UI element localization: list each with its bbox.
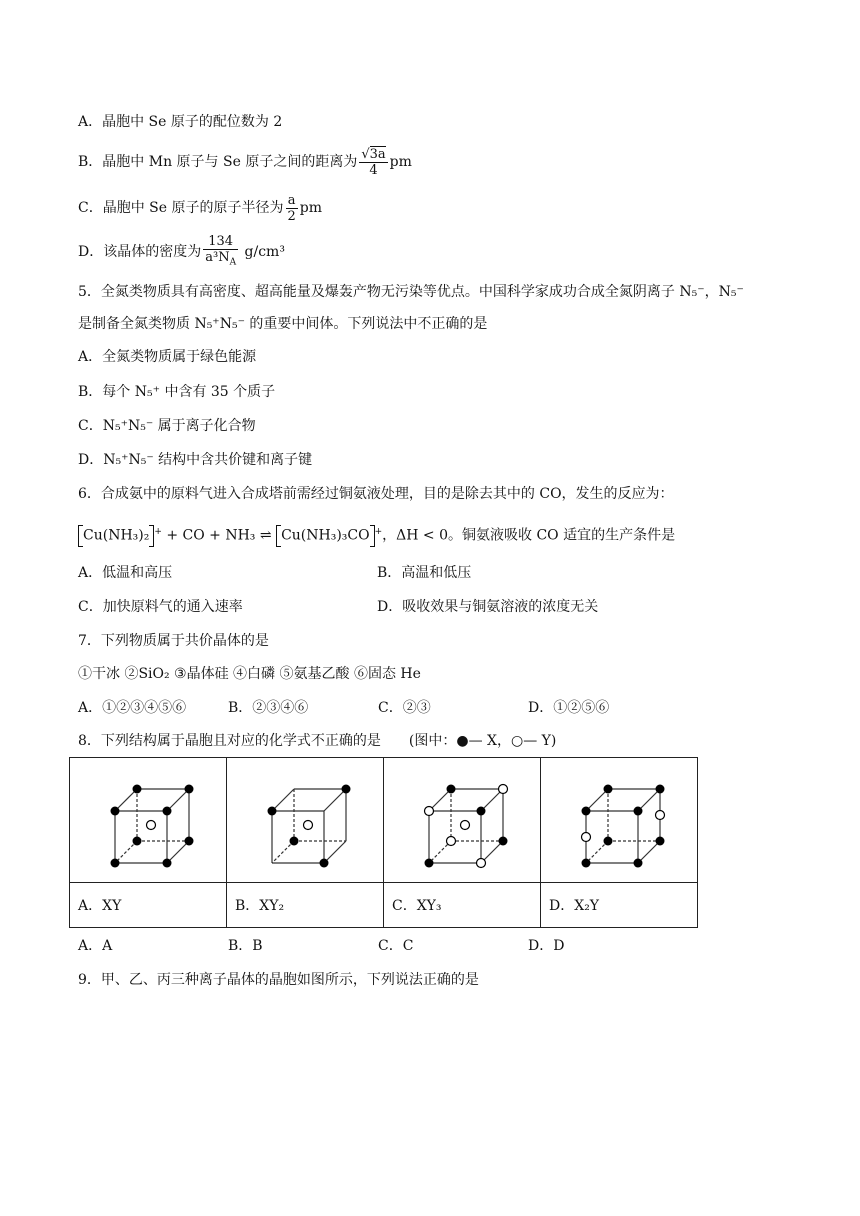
q7-option-a: A．①②③④⑤⑥ (78, 700, 187, 716)
q4-option-d-unit: g/cm³ (244, 244, 285, 260)
cell-d-figure (541, 758, 698, 883)
q4-option-d-fraction (203, 234, 238, 271)
q4-option-d-denominator-sub: A (229, 257, 237, 268)
q6-stem-line1: 6．合成氨中的原料气进入合成塔前需经过铜氨液处理，目的是除去其中的 CO，发生的反应为： (78, 486, 674, 502)
q8-stem: 8．下列结构属于晶胞且对应的化学式不正确的是 (图中：●— X，○— Y) (78, 733, 557, 749)
q5-option-c: C．N₅⁺N₅⁻ 属于离子化合物 (78, 418, 256, 434)
q4-option-a: A．晶胞中 Se 原子的配位数为 2 (78, 114, 283, 130)
q4-option-d-denominator (203, 250, 238, 271)
q6-option-c: C．加快原料气的通入速率 (78, 599, 243, 615)
q4-option-d-denominator-main: a³N (205, 249, 230, 265)
q4-option-d-text: D．该晶体的密度为 (78, 244, 202, 260)
cell-a-label: A．XY (70, 883, 227, 928)
q4-option-c-fraction (286, 193, 298, 224)
q4-option-b-text: B．晶胞中 Mn 原子与 Se 原子之间的距离为 (78, 154, 358, 170)
q6-eq-mid: + CO + NH₃ ⇌ (166, 527, 272, 544)
q8-option-a: A．A (78, 938, 113, 954)
cell-a-figure (70, 758, 227, 883)
q6-equation: Cu(NH₃)₂ + + CO + NH₃ ⇌ Cu(NH₃)₃CO +，ΔH < 0。铜氨液吸收 CO 适宜的生产条件是 (78, 520, 675, 548)
q4-option-b (78, 142, 412, 182)
q6-option-d: D．吸收效果与铜氨溶液的浓度无关 (377, 599, 599, 615)
q7-option-c: C．②③ (378, 700, 431, 716)
q4-option-b-numerator: 3a (369, 146, 386, 162)
cell-b-figure (227, 758, 384, 883)
q4-option-c-denominator: 2 (287, 208, 296, 224)
cell-b-label: B．XY₂ (227, 883, 384, 928)
q6-option-b: B．高温和低压 (377, 565, 472, 581)
cell-d-label: D．X₂Y (541, 883, 698, 928)
q4-option-b-unit: pm (389, 154, 412, 170)
q4-option-c-text: C．晶胞中 Se 原子的原子半径为 (78, 200, 284, 216)
crystal-cell-a-icon (93, 765, 203, 875)
q6-eq-left: Cu(NH₃)₂ (83, 527, 150, 544)
q5-stem-line1: 5．全氮类物质具有高密度、超高能量及爆轰产物无污染等优点。中国科学家成功合成全氮阴离子 N₅⁻，N₅⁻ (78, 284, 744, 300)
cell-c-figure (384, 758, 541, 883)
q8-crystal-cell-table (69, 757, 698, 928)
q4-option-c-unit: pm (299, 200, 323, 216)
crystal-cell-c-icon (407, 765, 517, 875)
q7-stem: 7．下列物质属于共价晶体的是 (78, 633, 269, 649)
q4-option-b-fraction: $\frac{√3a}{4}$ (361, 146, 386, 178)
q4-option-d (78, 232, 285, 272)
q7-option-d: D．①②⑤⑥ (528, 700, 610, 716)
q9-stem: 9．甲、乙、丙三种离子晶体的晶胞如图所示，下列说法正确的是 (78, 972, 479, 988)
q4-option-c-numerator: a (286, 193, 298, 209)
q4-option-d-numerator: 134 (203, 234, 238, 250)
q8-option-d: D．D (528, 938, 565, 954)
q5-option-a: A．全氮类物质属于绿色能源 (78, 349, 257, 365)
q5-stem-line2: 是制备全氮类物质 N₅⁺N₅⁻ 的重要中间体。下列说法中不正确的是 (78, 316, 488, 332)
q8-option-b: B．B (228, 938, 263, 954)
cell-c-label: C．XY₃ (384, 883, 541, 928)
crystal-cell-d-icon (564, 765, 674, 875)
q4-option-b-denominator: 4 (369, 162, 378, 178)
q4-option-c (78, 188, 322, 228)
crystal-cell-b-icon (250, 765, 360, 875)
q8-option-c: C．C (378, 938, 414, 954)
q6-option-a: A．低温和高压 (78, 565, 173, 581)
q6-eq-right: Cu(NH₃)₃CO (281, 527, 370, 544)
q6-eq-tail: ，ΔH < 0。铜氨液吸收 CO 适宜的生产条件是 (382, 527, 676, 544)
q7-items: ①干冰 ②SiO₂ ③晶体硅 ④白磷 ⑤氨基乙酸 ⑥固态 He (78, 666, 421, 682)
q7-option-b: B．②③④⑥ (228, 700, 309, 716)
q5-option-b: B．每个 N₅⁺ 中含有 35 个质子 (78, 384, 276, 400)
q5-option-d: D．N₅⁺N₅⁻ 结构中含共价键和离子键 (78, 452, 313, 468)
